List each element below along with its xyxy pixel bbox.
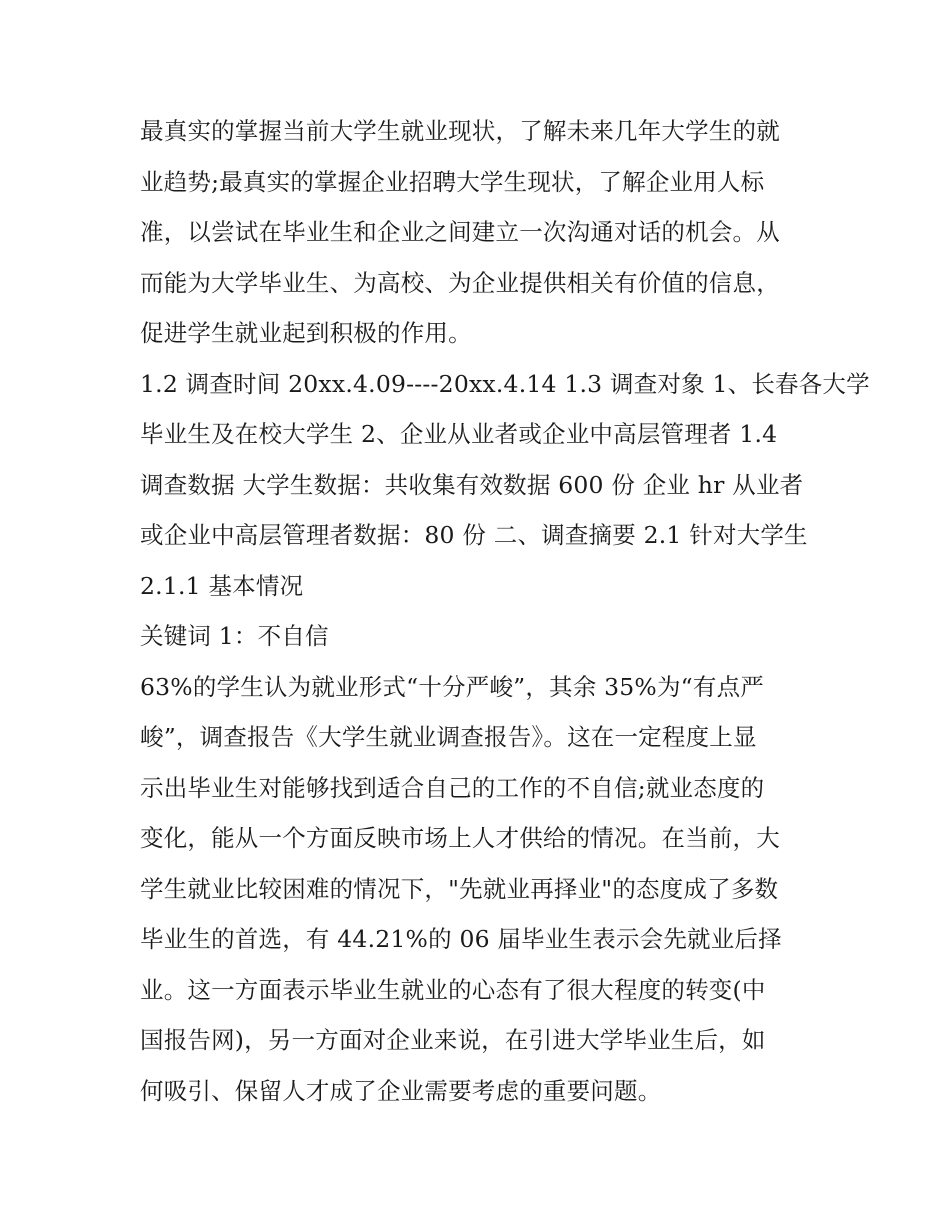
text-line: 学生就业比较困难的情况下，"先就业再择业"的态度成了多数 (140, 874, 779, 903)
paragraph-survey-purpose (140, 106, 820, 359)
text-line: 促进学生就业起到积极的作用。 (140, 319, 472, 347)
text-line: 峻”，调查报告《大学生就业调查报告》。这在一定程度上显 (140, 723, 757, 751)
paragraph-survey-details (140, 359, 870, 612)
paragraph-keyword-body (140, 662, 820, 1117)
text-line: 63%的学生认为就业形式“十分严峻”，其余 35%为“有点严 (140, 672, 764, 701)
text-line: 业。这一方面表示毕业生就业的心态有了很大程度的转变(中 (140, 975, 766, 1004)
text-line: 变化，能从一个方面反映市场上人才供给的情况。在当前，大 (140, 824, 780, 852)
text-line: 毕业生的首选，有 44.21%的 06 届毕业生表示会先就业后择 (140, 925, 782, 953)
paragraph-keyword-heading (140, 611, 820, 662)
text-line: 国报告网)，另一方面对企业来说，在引进大学毕业生后，如 (140, 1026, 766, 1054)
text-line: 示出毕业生对能够找到适合自己的工作的不自信;就业态度的 (140, 773, 765, 802)
text-line: 而能为大学毕业生、为高校、为企业提供相关有价值的信息， (140, 268, 780, 297)
keyword-heading: 关键词 1：不自信 (140, 622, 329, 650)
text-line: 2.1.1 基本情况 (140, 571, 304, 600)
text-line: 调查数据 大学生数据：共收集有效数据 600 份 企业 hr 从业者 (140, 470, 804, 499)
text-line: 最真实的掌握当前大学生就业现状，了解未来几年大学生的就 (140, 117, 780, 145)
text-line: 何吸引、保留人才成了企业需要考虑的重要问题。 (140, 1076, 662, 1105)
text-line: 业趋势;最真实的掌握企业招聘大学生现状，了解企业用人标 (140, 167, 765, 196)
text-line: 或企业中高层管理者数据：80 份 二、调查摘要 2.1 针对大学生 (140, 521, 808, 549)
text-line: 准，以尝试在毕业生和企业之间建立一次沟通对话的机会。从 (140, 218, 780, 246)
document-page (140, 106, 870, 1116)
text-line: 1.2 调查时间 20xx.4.09----20xx.4.14 1.3 调查对象 1、长春各大学 (140, 369, 870, 398)
text-line: 毕业生及在校大学生 2、企业从业者或企业中高层管理者 1.4 (140, 420, 778, 448)
